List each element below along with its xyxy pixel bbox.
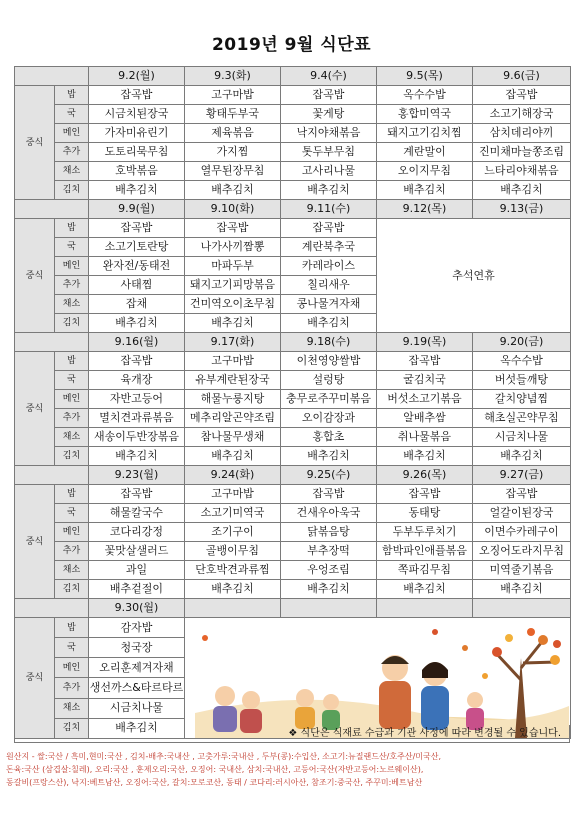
menu-row — [15, 124, 571, 143]
menu-item: 계란북추국 — [281, 238, 377, 257]
menu-row-label: 국 — [55, 105, 89, 124]
menu-item: 배추김치 — [89, 314, 185, 333]
menu-item: 잡곡밥 — [473, 485, 571, 504]
date-cell: 9.30(월) — [89, 599, 185, 618]
menu-item: 이천영양쌀밥 — [281, 352, 377, 371]
menu-row-label: 김치 — [55, 580, 89, 599]
menu-row-label: 추가 — [55, 276, 89, 295]
date-cell: 9.19(목) — [377, 333, 473, 352]
meal-section-label: 중식 — [15, 618, 55, 739]
menu-row-label: 김치 — [55, 718, 89, 738]
date-cell: 9.26(목) — [377, 466, 473, 485]
menu-item: 시금치된장국 — [89, 105, 185, 124]
menu-item: 배추김치 — [185, 447, 281, 466]
date-cell: 9.25(수) — [281, 466, 377, 485]
menu-item: 소고기해장국 — [473, 105, 571, 124]
menu-item: 충무로주꾸미볶음 — [281, 390, 377, 409]
menu-row-label: 추가 — [55, 542, 89, 561]
menu-item: 닭볶음탕 — [281, 523, 377, 542]
menu-item: 감자밥 — [89, 618, 185, 638]
menu-item: 옥수수밥 — [473, 352, 571, 371]
menu-item: 취나물볶음 — [377, 428, 473, 447]
menu-item: 배추김치 — [473, 580, 571, 599]
origin-line: 돈육:국산 (삼겹살:칠레), 오리:국산 , 훈제오리:국산, 오징어: 국내산, 삼치:국내산, 고등어:국산(자반고등어:노르웨이산), — [6, 765, 424, 774]
menu-item: 생선까스&타르타르 — [89, 678, 185, 698]
menu-item: 버섯들깨탕 — [473, 371, 571, 390]
menu-row-label: 추가 — [55, 409, 89, 428]
meal-section-label: 중식 — [15, 219, 55, 333]
menu-item: 해초실곤약무침 — [473, 409, 571, 428]
menu-item: 갈치양념찜 — [473, 390, 571, 409]
menu-item: 잡곡밥 — [377, 352, 473, 371]
date-row-spacer — [15, 466, 89, 485]
date-cell: 9.24(화) — [185, 466, 281, 485]
meal-section-label: 중식 — [15, 485, 55, 599]
menu-change-notice: ❖ 식단은 식재료 수급과 기관 사정에 따라 변경될 수 있습니다. — [14, 725, 570, 743]
menu-row-label: 국 — [55, 238, 89, 257]
date-cell: 9.2(월) — [89, 67, 185, 86]
date-cell: 9.11(수) — [281, 200, 377, 219]
menu-item: 알배추쌈 — [377, 409, 473, 428]
menu-row-label: 메인 — [55, 523, 89, 542]
menu-row-label: 김치 — [55, 181, 89, 200]
menu-item: 돼지고기김치찜 — [377, 124, 473, 143]
date-cell: 9.23(월) — [89, 466, 185, 485]
menu-item: 배추김치 — [281, 181, 377, 200]
menu-item: 마파두부 — [185, 257, 281, 276]
menu-item: 제육볶음 — [185, 124, 281, 143]
menu-item: 사태찜 — [89, 276, 185, 295]
date-row-spacer — [15, 67, 89, 86]
menu-item: 건미역오이초무침 — [185, 295, 281, 314]
menu-item: 톳두부무침 — [281, 143, 377, 162]
date-cell: 9.4(수) — [281, 67, 377, 86]
menu-item: 소고기미역국 — [185, 504, 281, 523]
menu-item: 꽃맛살샐러드 — [89, 542, 185, 561]
date-row-spacer — [15, 599, 89, 618]
menu-row — [15, 447, 571, 466]
date-cell: 9.27(금) — [473, 466, 571, 485]
date-row-spacer — [15, 333, 89, 352]
empty-date-cell — [377, 599, 473, 618]
date-row — [15, 67, 571, 86]
menu-item: 부추장떡 — [281, 542, 377, 561]
menu-item: 가지찜 — [185, 143, 281, 162]
menu-item: 배추김치 — [89, 718, 185, 738]
menu-item: 해물누룽지탕 — [185, 390, 281, 409]
menu-item: 과일 — [89, 561, 185, 580]
menu-item: 시금치나물 — [89, 698, 185, 718]
date-cell: 9.17(화) — [185, 333, 281, 352]
menu-item: 배추김치 — [89, 181, 185, 200]
date-row — [15, 200, 571, 219]
menu-item: 배추김치 — [473, 447, 571, 466]
menu-item: 홍합미역국 — [377, 105, 473, 124]
menu-row-label: 채소 — [55, 561, 89, 580]
date-cell: 9.10(화) — [185, 200, 281, 219]
menu-row-label: 추가 — [55, 143, 89, 162]
menu-row — [15, 86, 571, 105]
menu-item: 잡곡밥 — [185, 219, 281, 238]
menu-row-label: 국 — [55, 504, 89, 523]
meal-section-label: 중식 — [15, 352, 55, 466]
menu-row — [15, 428, 571, 447]
family-autumn-scene — [185, 618, 569, 738]
menu-row-label: 국 — [55, 638, 89, 658]
date-cell: 9.3(화) — [185, 67, 281, 86]
holiday-cell: 추석연휴 — [377, 219, 571, 333]
menu-item: 시금치나물 — [473, 428, 571, 447]
menu-item: 오이감장과 — [281, 409, 377, 428]
menu-item: 소고기토란탕 — [89, 238, 185, 257]
menu-row — [15, 580, 571, 599]
date-row — [15, 333, 571, 352]
menu-item: 배추김치 — [377, 181, 473, 200]
menu-item: 배추김치 — [185, 181, 281, 200]
date-cell: 9.16(월) — [89, 333, 185, 352]
menu-item: 새송이두반장볶음 — [89, 428, 185, 447]
menu-item: 황태두부국 — [185, 105, 281, 124]
menu-item: 두부두루치기 — [377, 523, 473, 542]
menu-item: 꽃게탕 — [281, 105, 377, 124]
date-cell: 9.20(금) — [473, 333, 571, 352]
menu-item: 가자미유린기 — [89, 124, 185, 143]
date-row — [15, 599, 571, 618]
menu-item: 자반고등어 — [89, 390, 185, 409]
menu-item: 얼갈이된장국 — [473, 504, 571, 523]
origin-line: 원산지 - 쌀:국산 / 흑미,현미:국산 , 김치-배추:국내산 , 고춧가루:국내산 , 두부(콩):수입산, 소고기:뉴질랜드산/호주산/미국산, — [6, 752, 441, 761]
menu-row-label: 밥 — [55, 618, 89, 638]
menu-item: 배추김치 — [377, 580, 473, 599]
family-illustration — [185, 618, 571, 739]
menu-item: 단호박견과류찜 — [185, 561, 281, 580]
menu-row-label: 밥 — [55, 485, 89, 504]
menu-row-label: 채소 — [55, 698, 89, 718]
menu-item: 오이지무침 — [377, 162, 473, 181]
menu-item: 배추김치 — [185, 580, 281, 599]
menu-item: 잡곡밥 — [281, 485, 377, 504]
menu-row — [15, 105, 571, 124]
menu-item: 멸치견과류볶음 — [89, 409, 185, 428]
menu-item: 미역줄기볶음 — [473, 561, 571, 580]
date-cell: 9.5(목) — [377, 67, 473, 86]
menu-item: 고구마밥 — [185, 352, 281, 371]
menu-row — [15, 485, 571, 504]
menu-row-label: 메인 — [55, 257, 89, 276]
menu-row-label: 메인 — [55, 124, 89, 143]
menu-item: 동태탕 — [377, 504, 473, 523]
menu-row — [15, 390, 571, 409]
menu-item: 오징어도라지무침 — [473, 542, 571, 561]
menu-item: 배추김치 — [281, 447, 377, 466]
menu-item: 해물칼국수 — [89, 504, 185, 523]
menu-item: 칠리새우 — [281, 276, 377, 295]
menu-item: 오리훈제겨자채 — [89, 658, 185, 678]
menu-item: 잡곡밥 — [89, 352, 185, 371]
menu-item: 나가사끼짬뽕 — [185, 238, 281, 257]
menu-row — [15, 352, 571, 371]
menu-item: 잡곡밥 — [89, 485, 185, 504]
menu-item: 굴김치국 — [377, 371, 473, 390]
page-title: 2019년 9월 식단표 — [211, 35, 372, 55]
menu-row — [15, 542, 571, 561]
menu-item: 계란말이 — [377, 143, 473, 162]
menu-item: 잡곡밥 — [377, 485, 473, 504]
meal-section-label: 중식 — [15, 86, 55, 200]
menu-item: 배추겉절이 — [89, 580, 185, 599]
menu-row-label: 밥 — [55, 86, 89, 105]
menu-row-label: 김치 — [55, 314, 89, 333]
origin-info — [6, 750, 578, 789]
date-cell: 9.6(금) — [473, 67, 571, 86]
menu-row-label: 채소 — [55, 295, 89, 314]
date-cell: 9.13(금) — [473, 200, 571, 219]
menu-item: 고구마밥 — [185, 86, 281, 105]
date-cell: 9.9(월) — [89, 200, 185, 219]
menu-item: 삼치데리야끼 — [473, 124, 571, 143]
menu-row — [15, 371, 571, 390]
menu-item: 골뱅이무침 — [185, 542, 281, 561]
menu-item: 느타리야채볶음 — [473, 162, 571, 181]
menu-item: 옥수수밥 — [377, 86, 473, 105]
menu-item: 설렁탕 — [281, 371, 377, 390]
menu-item: 배추김치 — [377, 447, 473, 466]
menu-item: 완자전/동태전 — [89, 257, 185, 276]
empty-date-cell — [473, 599, 571, 618]
menu-item: 열무된장무침 — [185, 162, 281, 181]
menu-row-label: 채소 — [55, 428, 89, 447]
menu-row-label: 채소 — [55, 162, 89, 181]
menu-item: 잡곡밥 — [89, 219, 185, 238]
menu-item: 잡곡밥 — [281, 219, 377, 238]
menu-row — [15, 523, 571, 542]
menu-item: 도토리묵무침 — [89, 143, 185, 162]
date-cell: 9.18(수) — [281, 333, 377, 352]
menu-item: 유부계란된장국 — [185, 371, 281, 390]
menu-item: 고사리나물 — [281, 162, 377, 181]
menu-item: 잡곡밥 — [473, 86, 571, 105]
menu-row — [15, 504, 571, 523]
menu-row — [15, 618, 571, 638]
origin-line: 동갈비(프랑스산), 낙지:베트남산, 오징어:국산, 갈치:모로코산, 동태 / 코다리:러시아산, 참조기:중국산, 주꾸미:베트남산 — [6, 778, 423, 787]
empty-date-cell — [185, 599, 281, 618]
date-cell: 9.12(목) — [377, 200, 473, 219]
menu-row-label: 메인 — [55, 390, 89, 409]
menu-item: 배추김치 — [89, 447, 185, 466]
date-row-spacer — [15, 200, 89, 219]
menu-item: 돼지고기피망볶음 — [185, 276, 281, 295]
menu-row — [15, 561, 571, 580]
menu-item: 고구마밥 — [185, 485, 281, 504]
menu-item: 홍합초 — [281, 428, 377, 447]
menu-item: 참나물무생채 — [185, 428, 281, 447]
menu-item: 잡채 — [89, 295, 185, 314]
menu-row-label: 밥 — [55, 219, 89, 238]
menu-row-label: 밥 — [55, 352, 89, 371]
date-row — [15, 466, 571, 485]
menu-row — [15, 409, 571, 428]
menu-item: 조기구이 — [185, 523, 281, 542]
menu-item: 쪽파김무침 — [377, 561, 473, 580]
menu-row-label: 추가 — [55, 678, 89, 698]
menu-item: 버섯소고기볶음 — [377, 390, 473, 409]
menu-item: 잡곡밥 — [89, 86, 185, 105]
menu-row — [15, 219, 571, 238]
menu-item: 함박파인애플볶음 — [377, 542, 473, 561]
menu-item: 우엉조림 — [281, 561, 377, 580]
menu-row-label: 국 — [55, 371, 89, 390]
menu-row — [15, 181, 571, 200]
menu-row — [15, 162, 571, 181]
meal-plan-table — [14, 66, 571, 739]
menu-item: 청국장 — [89, 638, 185, 658]
menu-item: 이면수카레구이 — [473, 523, 571, 542]
menu-item: 배추김치 — [185, 314, 281, 333]
menu-item: 건새우아욱국 — [281, 504, 377, 523]
menu-item: 배추김치 — [473, 181, 571, 200]
menu-item: 코다리강정 — [89, 523, 185, 542]
menu-item: 육개장 — [89, 371, 185, 390]
menu-item: 호박볶음 — [89, 162, 185, 181]
menu-item: 카레라이스 — [281, 257, 377, 276]
menu-item: 배추김치 — [281, 580, 377, 599]
menu-item: 잡곡밥 — [281, 86, 377, 105]
menu-item: 진미채마늘쫑조림 — [473, 143, 571, 162]
menu-row — [15, 143, 571, 162]
menu-row-label: 김치 — [55, 447, 89, 466]
menu-item: 낙지야채볶음 — [281, 124, 377, 143]
menu-item: 배추김치 — [281, 314, 377, 333]
menu-item: 메추리알곤약조림 — [185, 409, 281, 428]
menu-row-label: 메인 — [55, 658, 89, 678]
menu-item: 콩나물겨자채 — [281, 295, 377, 314]
empty-date-cell — [281, 599, 377, 618]
